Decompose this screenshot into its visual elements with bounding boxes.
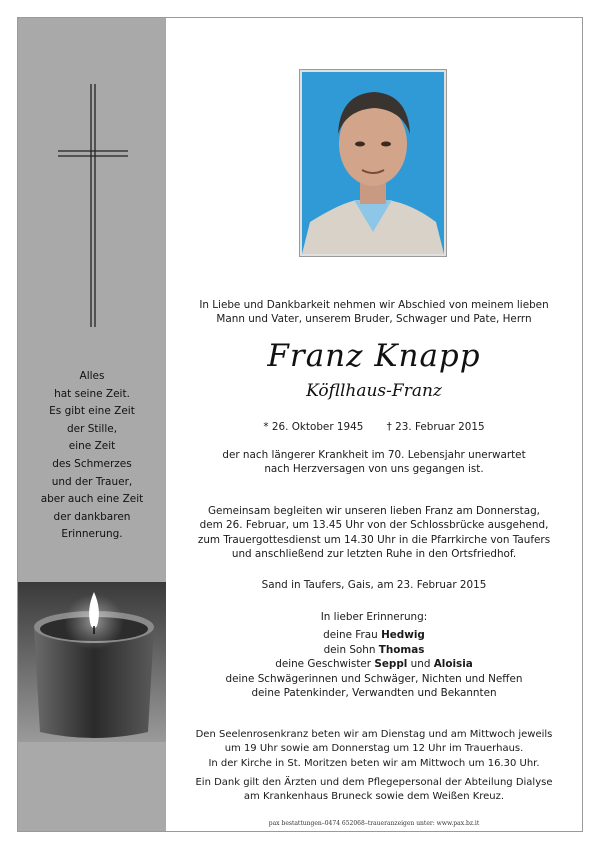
place-date-line: Sand in Taufers, Gais, am 23. Februar 2015	[261, 579, 487, 591]
death-line: nach Herzversagen von uns gegangen ist.	[264, 463, 484, 476]
death-line: der nach längerer Krankheit im 70. Lebensjahr unerwartet	[222, 449, 526, 461]
poem-line: Erinnerung.	[61, 528, 123, 541]
poem-line: und der Trauer,	[51, 475, 133, 488]
poem-line: Alles	[79, 370, 105, 382]
mourner-in-laws: deine Schwägerinnen und Schwäger, Nichten und Neffen	[225, 672, 523, 685]
poem-line: der Stille,	[66, 422, 118, 435]
mourner-godchildren: deine Patenkinder, Verwandten und Bekannten	[251, 687, 497, 700]
poem-line: Es gibt eine Zeit	[49, 405, 135, 418]
obituary-card	[17, 17, 583, 832]
poem-line: des Schmerzes	[52, 457, 132, 470]
portrait-photo	[300, 70, 446, 256]
mourner-name: Thomas	[378, 643, 425, 656]
intro-text	[166, 298, 582, 327]
place-date	[166, 578, 582, 592]
poem-line: der dankbaren	[53, 510, 131, 523]
mourner-name: Hedwig	[381, 629, 425, 642]
portrait-image	[302, 72, 444, 254]
mourner-conjunction: und	[407, 658, 434, 671]
thanks-line: am Krankenhaus Bruneck sowie dem Weißen Kreuz.	[243, 791, 505, 803]
mourner-prefix: deine Frau	[323, 629, 382, 642]
intro-line: Mann und Vater, unserem Bruder, Schwager und Pate, Herrn	[216, 313, 532, 326]
mourner-prefix: dein Sohn	[323, 643, 379, 656]
sidebar	[18, 18, 166, 831]
funeral-line: dem 26. Februar, um 13.45 Uhr von der Schlossbrücke ausgehend,	[199, 519, 549, 532]
mourner-prefix: deine Geschwister	[275, 658, 375, 671]
poem	[18, 368, 166, 544]
rosary-line: Den Seelenrosenkranz beten wir am Dienstag und am Mittwoch jeweils	[195, 729, 553, 740]
poem-line: eine Zeit	[68, 440, 116, 453]
funeral-line: und anschließend zur letzten Ruhe in den Ortsfriedhof.	[231, 548, 517, 561]
deceased-nickname: Köfllhaus-Franz	[306, 381, 442, 401]
thanks-text	[166, 776, 582, 805]
rosary-text	[166, 728, 582, 771]
rosary-line: In der Kirche in St. Moritzen beten wir am Mittwoch um 16.30 Uhr.	[208, 757, 540, 769]
main-content	[166, 18, 582, 831]
intro-line: In Liebe und Dankbarkeit nehmen wir Abschied von meinem lieben	[199, 299, 549, 311]
death-date: † 23. Februar 2015	[386, 421, 485, 433]
cross-icon	[58, 84, 128, 329]
poem-line: hat seine Zeit.	[54, 387, 130, 400]
mourners-block	[166, 610, 582, 700]
candle-image	[18, 582, 166, 742]
footer-credit: pax bestattungen–0474 652068–traueranzeigen unter: www.pax.bz.it	[268, 820, 480, 827]
mourner-siblings	[166, 657, 582, 671]
poem-line: aber auch eine Zeit	[40, 493, 144, 506]
deceased-name: Franz Knapp	[267, 338, 481, 374]
rosary-line: um 19 Uhr sowie am Donnerstag um 12 Uhr im Trauerhaus.	[224, 743, 524, 755]
mourner-wife	[166, 628, 582, 642]
funeral-line: Gemeinsam begleiten wir unseren lieben Franz am Donnerstag,	[208, 505, 540, 517]
funeral-line: zum Trauergottesdienst um 14.30 Uhr in die Pfarrkirche von Taufers	[197, 533, 551, 546]
thanks-line: Ein Dank gilt den Ärzten und dem Pflegepersonal der Abteilung Dialyse	[195, 777, 553, 788]
death-text	[166, 448, 582, 477]
life-dates	[166, 421, 582, 433]
funeral-text	[166, 504, 582, 562]
mourner-name: Seppl	[374, 658, 408, 671]
birth-date: * 26. Oktober 1945	[263, 421, 364, 433]
mourner-son	[166, 643, 582, 657]
in-memory-heading: In lieber Erinnerung:	[320, 611, 428, 623]
mourner-name: Aloisia	[433, 658, 473, 671]
